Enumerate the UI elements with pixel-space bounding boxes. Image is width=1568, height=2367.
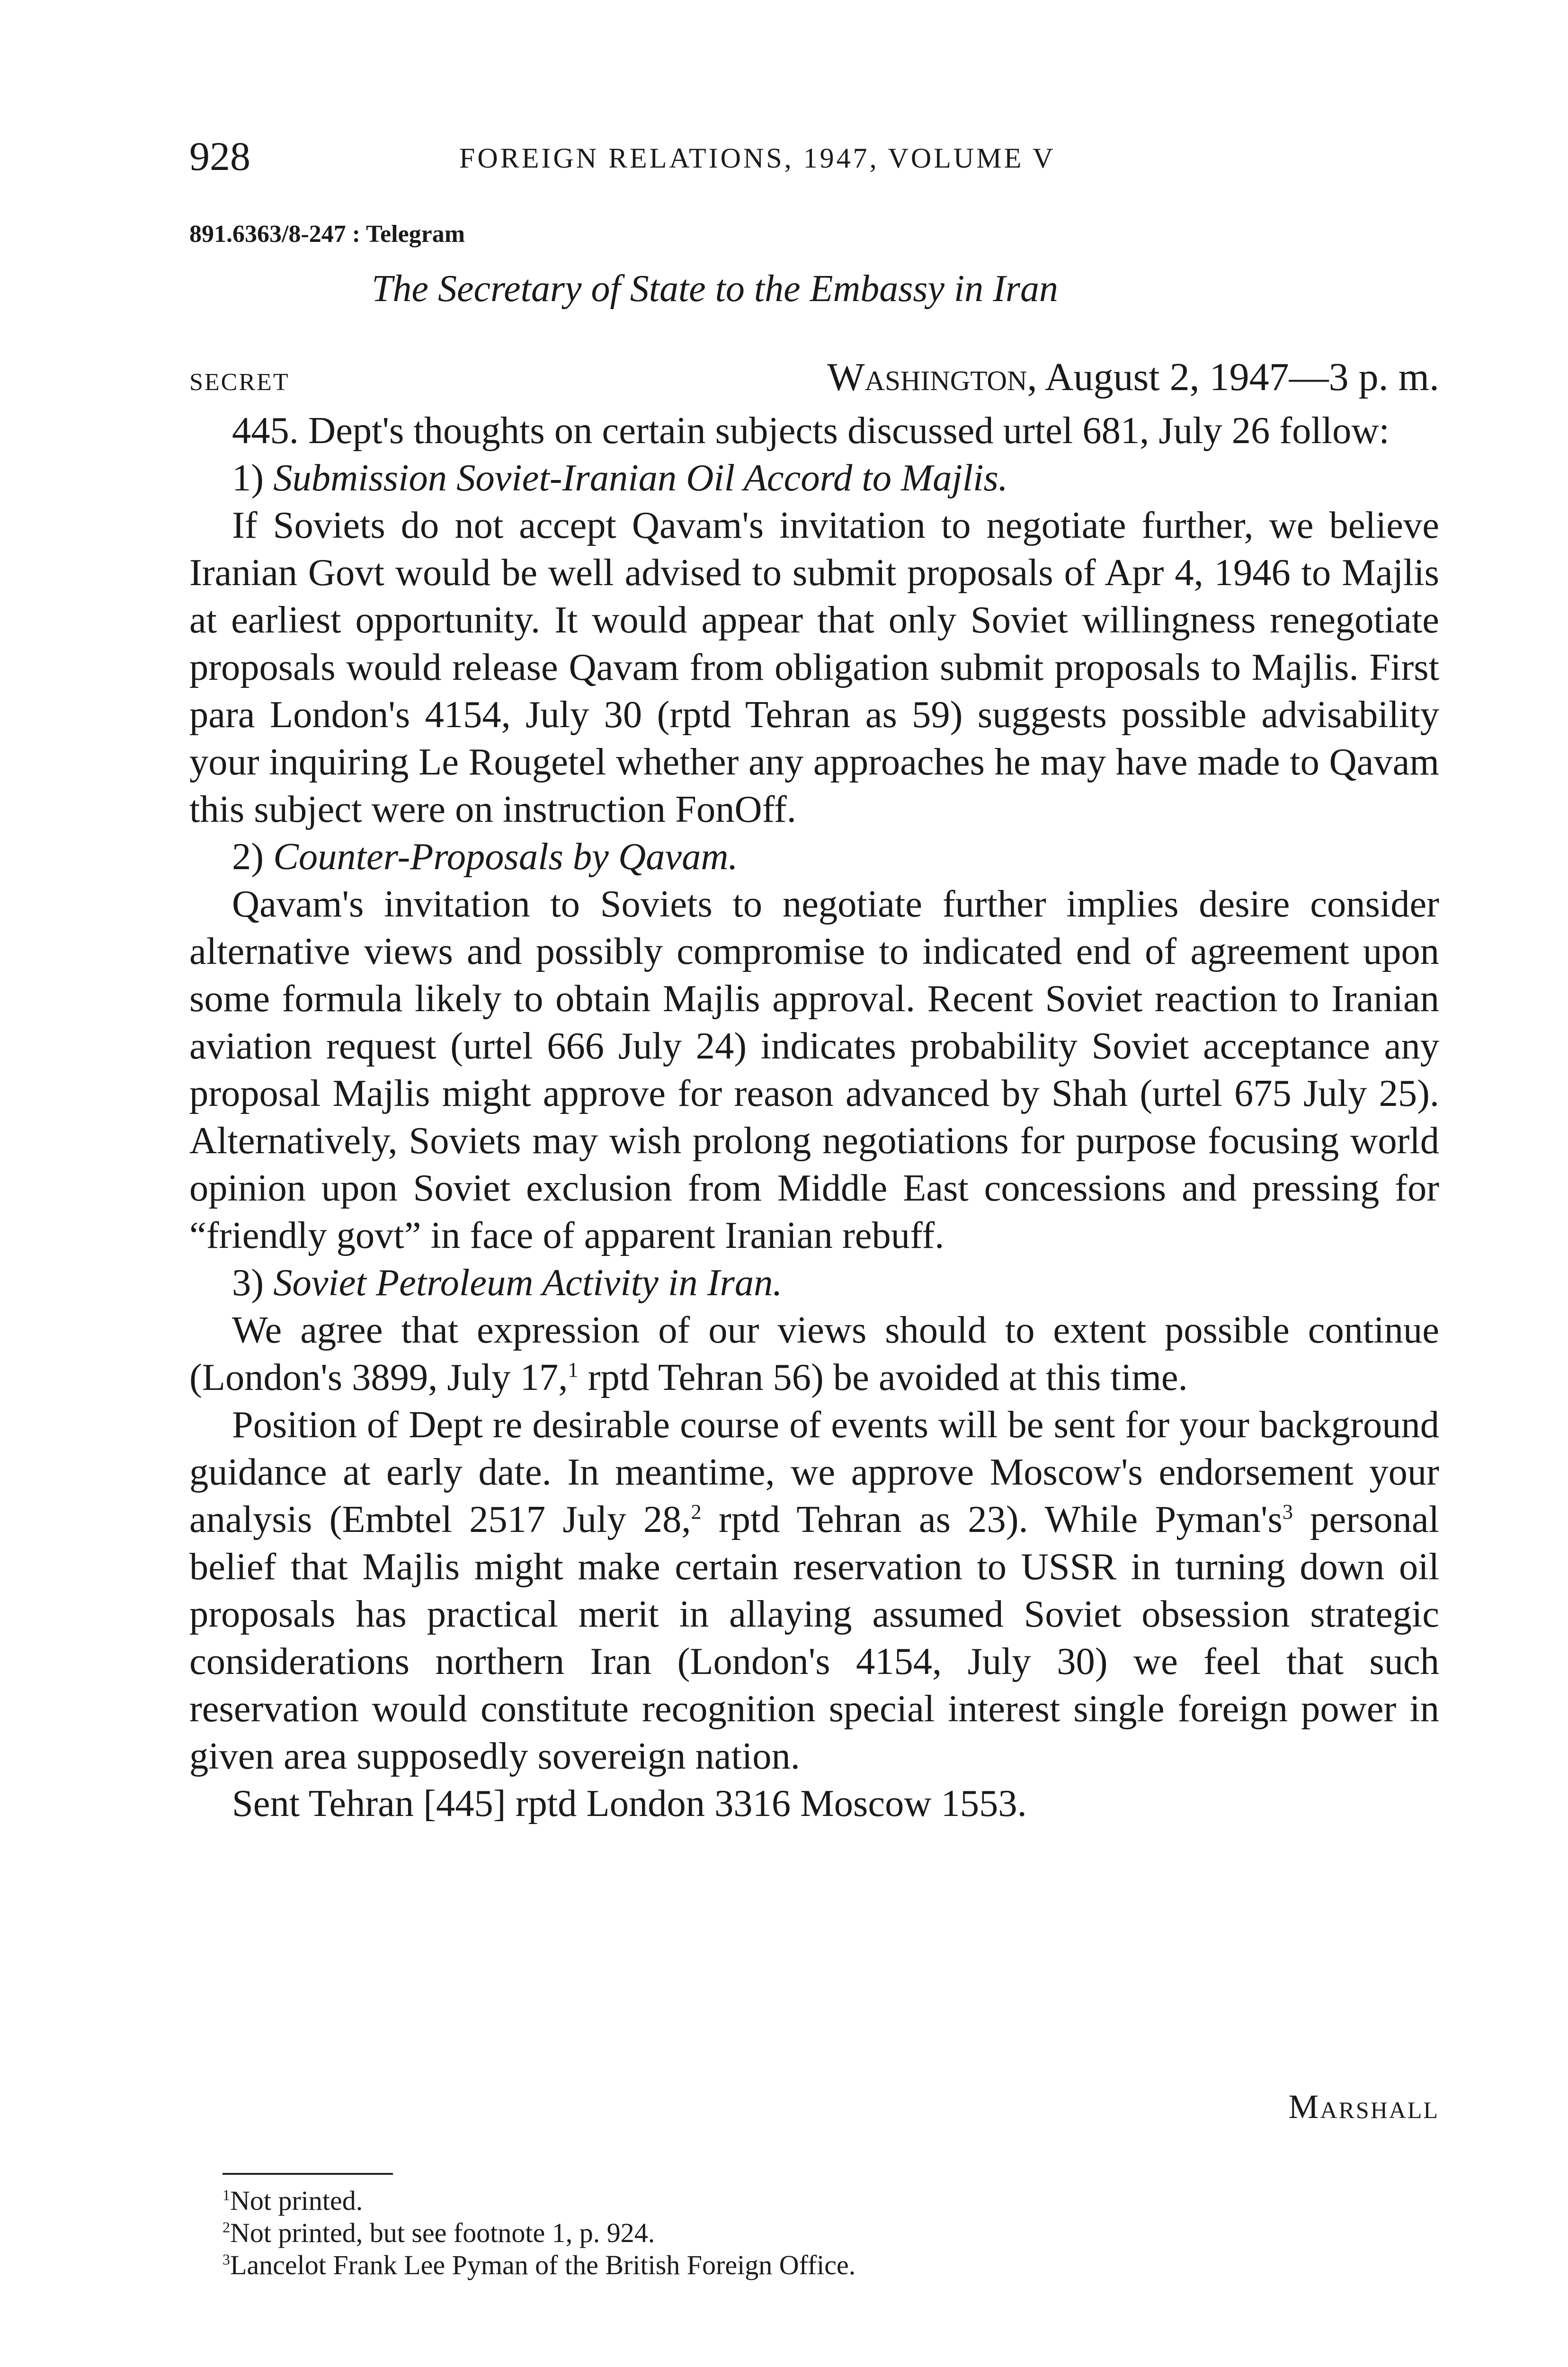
footnote-1 xyxy=(223,2185,1434,2217)
footnote-mark: 2 xyxy=(223,2219,230,2236)
footnote-ref-1: 1 xyxy=(568,1358,579,1382)
footnote-text: Not printed. xyxy=(230,2185,363,2216)
paragraph-distribution: Sent Tehran [445] rptd London 3316 Moscow 1553. xyxy=(232,1782,1027,1824)
text-run: personal belief that Majlis might make certain reservation to USSR in turning down oil proposals has practical merit in allaying assumed Soviet obsession strategic considerations northern Iran (London's 4154, July 30) we feel that such reservation would constitute recognition special interest single foreign power in given area supposedly sovereign nation. xyxy=(189,1498,1439,1777)
footnote-mark: 1 xyxy=(223,2187,230,2204)
section-number: 2) xyxy=(232,836,274,878)
document-title: The Secretary of State to the Embassy in Iran xyxy=(371,268,1059,310)
section-title: Soviet Petroleum Activity in Iran. xyxy=(273,1262,783,1304)
section-heading-3 xyxy=(189,1259,1439,1307)
footnote-3 xyxy=(223,2249,1434,2281)
page-number: 928 xyxy=(189,133,250,179)
section-title: Submission Soviet-Iranian Oil Accord to Majlis. xyxy=(273,457,1008,499)
footnote-text: Not printed, but see footnote 1, p. 924. xyxy=(230,2217,655,2248)
section-heading-2 xyxy=(189,833,1439,881)
section-number: 3) xyxy=(232,1262,274,1304)
footnote-divider xyxy=(223,2173,393,2175)
dateline xyxy=(748,351,1439,403)
paragraph-majlis-submission: If Soviets do not accept Qavam's invitation to negotiate further, we believe Iranian Govt would be well advised to submit proposals of Apr 4, 1946 to Majlis at earliest opportunity. It would appear that only Soviet willingness renegotiate proposals would release Qavam from obligation submit proposals to Majlis. First para London's 4154, July 30 (rptd Tehran as 59) suggests possible advisability your inquiring Le Rougetel whether any approaches he may have made to Qavam this subject were on instruction FonOff. xyxy=(189,504,1439,830)
paragraph-counter-proposals: Qavam's invitation to Soviets to negotiate further implies desire consider alternative views and possibly compromise to indicated end of agreement upon some formula likely to obtain Majlis approval. Recent Soviet reaction to Iranian aviation request (urtel 666 July 24) indicates probability Soviet acceptance any proposal Majlis might approve for reason advanced by Shah (urtel 675 July 25). Alternatively, Soviets may wish prolong negotiations for purpose focusing world opinion upon Soviet exclusion from Middle East concessions and pressing for “friendly govt” in face of apparent Iranian rebuff. xyxy=(189,883,1439,1256)
section-number: 1) xyxy=(232,457,274,499)
telegram-body xyxy=(189,407,1439,1827)
dateline-date: , August 2, 1947—3 p. m. xyxy=(1027,355,1439,399)
dateline-place: Washington xyxy=(827,355,1027,399)
footnote-2 xyxy=(223,2217,1434,2249)
footnote-ref-3: 3 xyxy=(1282,1500,1293,1524)
text-run: rptd Tehran 56) be avoided at this time. xyxy=(578,1356,1188,1398)
paragraph-dept-position xyxy=(189,1401,1439,1780)
section-title: Counter-Proposals by Qavam. xyxy=(273,836,738,878)
footnote-mark: 3 xyxy=(223,2251,230,2268)
page-header xyxy=(189,130,1217,187)
footnotes xyxy=(223,2185,1434,2281)
section-heading-1 xyxy=(189,454,1439,502)
footnote-ref-2: 2 xyxy=(691,1500,702,1524)
paragraph-intro: 445. Dept's thoughts on certain subjects discussed urtel 681, July 26 follow: xyxy=(232,409,1390,452)
text-run: rptd Tehran as 23). While Pyman's xyxy=(701,1498,1283,1540)
footnote-text: Lancelot Frank Lee Pyman of the British Foreign Office. xyxy=(230,2250,856,2280)
running-head: FOREIGN RELATIONS, 1947, VOLUME V xyxy=(459,142,1056,174)
text-run: Position of Dept re desirable course of events will be sent for your background guidance at early date. In meantime, we approve Moscow's endorsement your analysis (Embtel 2517 July 28, xyxy=(189,1404,1439,1540)
paragraph-petroleum-activity xyxy=(189,1307,1439,1401)
classification-label: SECRET xyxy=(189,369,290,396)
document-number: 891.6363/8-247 : Telegram xyxy=(189,221,465,248)
signature: Marshall xyxy=(1288,2088,1439,2126)
text-run: We agree that expression of our views should to extent possible continue (London's 3899, July 17, xyxy=(189,1309,1439,1398)
